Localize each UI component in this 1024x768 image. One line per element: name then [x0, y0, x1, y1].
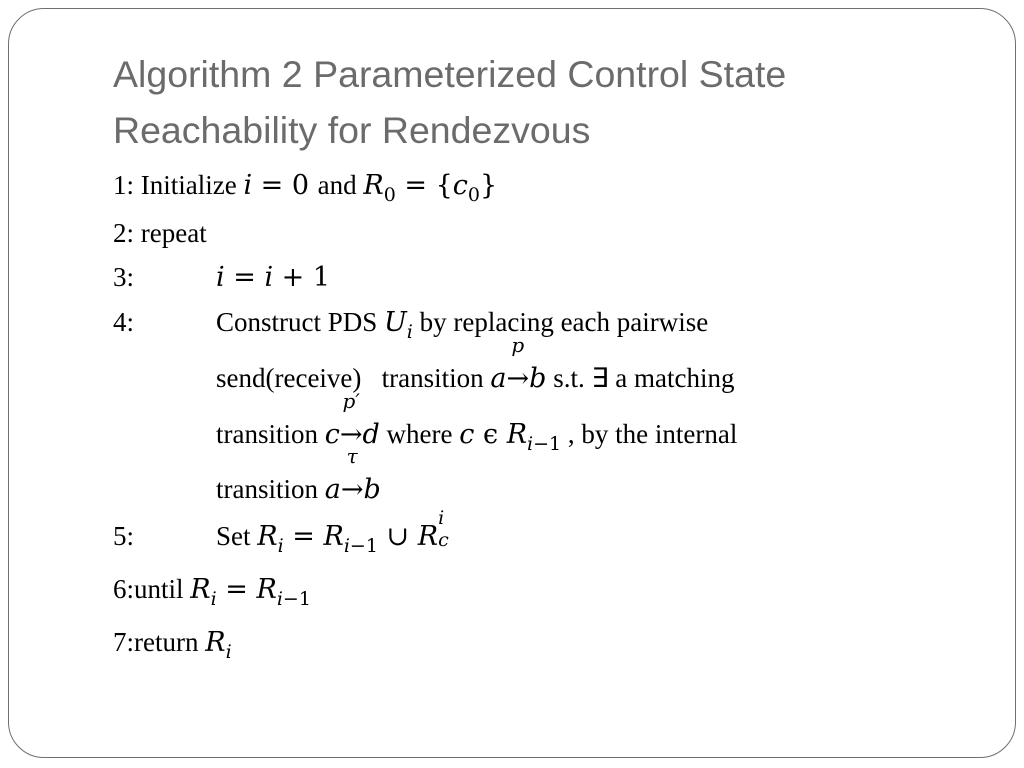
slide-title: Algorithm 2 Parameterized Control State Reachability for Rendezvous	[113, 53, 787, 151]
algo-line-7: 7:return $R_i$	[113, 627, 232, 663]
algo-line-4c: transition c p′ →d where c ϵ $R_{i-1}$ , by the internal	[216, 389, 738, 455]
math-i-increment: i = i + 1	[216, 262, 331, 293]
line-1-and: and	[317, 170, 357, 200]
line-4b-text-b: transition	[381, 363, 484, 393]
line-4c-text-c: , by the internal	[567, 419, 738, 449]
arrow-p: p →	[506, 333, 530, 394]
algo-line-4: 4: Construct PDS $U_i$ by replacing each pairwise	[113, 307, 709, 343]
algo-line-2	[113, 218, 207, 249]
algo-line-6: 6:until $R_i = R_{i-1}$	[113, 574, 311, 610]
algo-line-4b: send(receive) transition a p →b s.t. ∃ a matching	[216, 333, 735, 394]
arrow-tau: τ →	[340, 444, 364, 505]
math-r0: R	[363, 170, 384, 201]
line-4b-text-c: s.t. ∃ a matching	[553, 363, 735, 393]
line-4-text-b: by replacing each pairwise	[419, 307, 709, 337]
math-u-i: U	[384, 307, 407, 338]
line-6-label: 6:until	[113, 574, 184, 604]
math-i-eq-0: i	[243, 170, 253, 201]
line-4-text-a: Construct PDS	[216, 307, 378, 337]
algo-line-3	[113, 262, 713, 298]
line-4c-text-b: where	[386, 419, 453, 449]
line-5-text: Set	[216, 521, 251, 551]
line-3-label: 3:	[113, 262, 135, 292]
algo-line-1: 1: Initialize i = 0 and $R_0 = \{c_0\}$	[113, 170, 498, 206]
arrow-p-prime: p′ →	[339, 389, 363, 450]
line-2-label: 2: repeat	[113, 218, 207, 248]
line-4b-text-a: send(receive)	[216, 363, 362, 393]
line-7-label: 7:return	[113, 627, 199, 657]
algo-line-5: 5: Set $R_i = R_{i-1}$ ∪ R i c	[113, 507, 449, 557]
line-1-label: 1: Initialize	[113, 170, 237, 200]
line-4-label: 4:	[113, 307, 135, 337]
algo-line-4d: transition a τ →b	[216, 444, 381, 505]
line-4d-text-a: transition	[216, 474, 318, 504]
line-4c-text-a: transition	[216, 419, 318, 449]
line-5-label: 5:	[113, 521, 135, 551]
